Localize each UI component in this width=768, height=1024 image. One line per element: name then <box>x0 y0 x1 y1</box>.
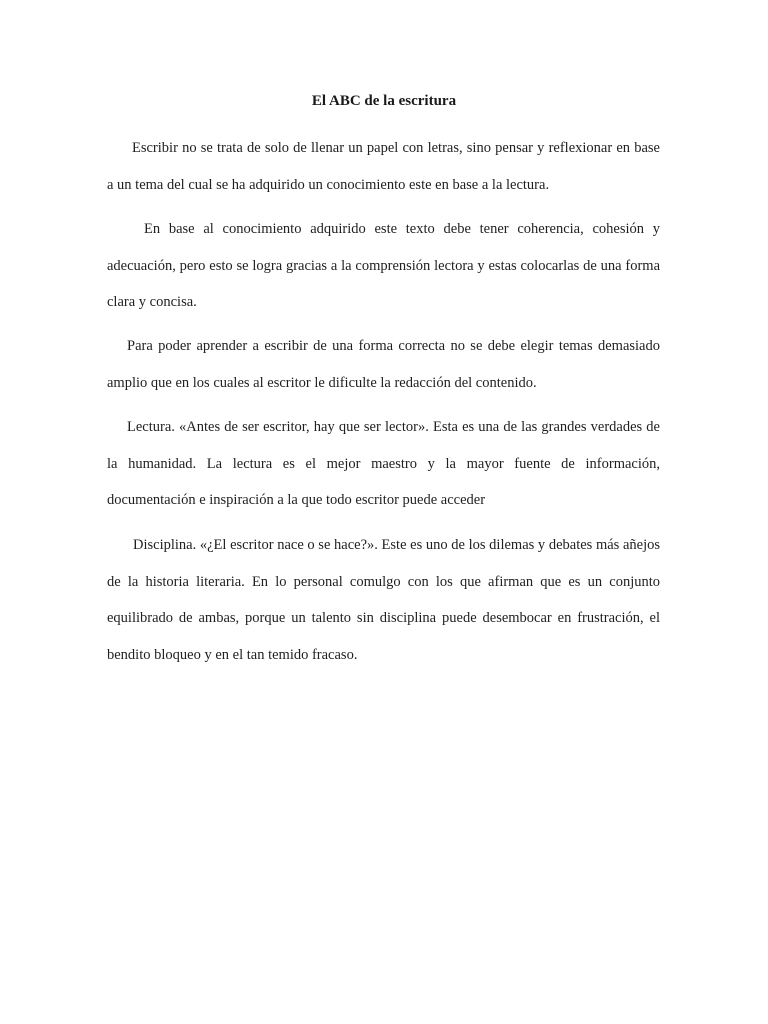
paragraph-reading: Lectura. «Antes de ser escritor, hay que ser lector». Esta es una de las grandes verdades de la humanidad. La lectura es el mejor maestro y la mayor fuente de información, documentación e inspiración a la que todo escritor puede acceder <box>107 419 660 508</box>
paragraph-coherence: En base al conocimiento adquirido este texto debe tener coherencia, cohesión y adecuación, pero esto se logra gracias a la comprensión lectora y estas colocarlas de una forma clara y concisa. <box>107 221 660 310</box>
document-title: El ABC de la escritura <box>311 93 457 109</box>
paragraph-writing-definition: Escribir no se trata de solo de llenar un papel con letras, sino pensar y reflexionar en base a un tema del cual se ha adquirido un conocimiento este en base a la lectura. <box>107 140 660 193</box>
paragraph-discipline: Disciplina. «¿El escritor nace o se hace?». Este es uno de los dilemas y debates más añejos de la historia literaria. En lo personal comulgo con los que afirman que es un conjunto equilibrado de ambas, porque un talento sin disciplina puede desembocar en frustración, el bendito bloqueo y en el tan temido fracaso. <box>107 537 660 663</box>
paragraph-topic-choice: Para poder aprender a escribir de una forma correcta no se debe elegir temas demasiado amplio que en los cuales al escritor le dificulte la redacción del contenido. <box>107 338 660 391</box>
